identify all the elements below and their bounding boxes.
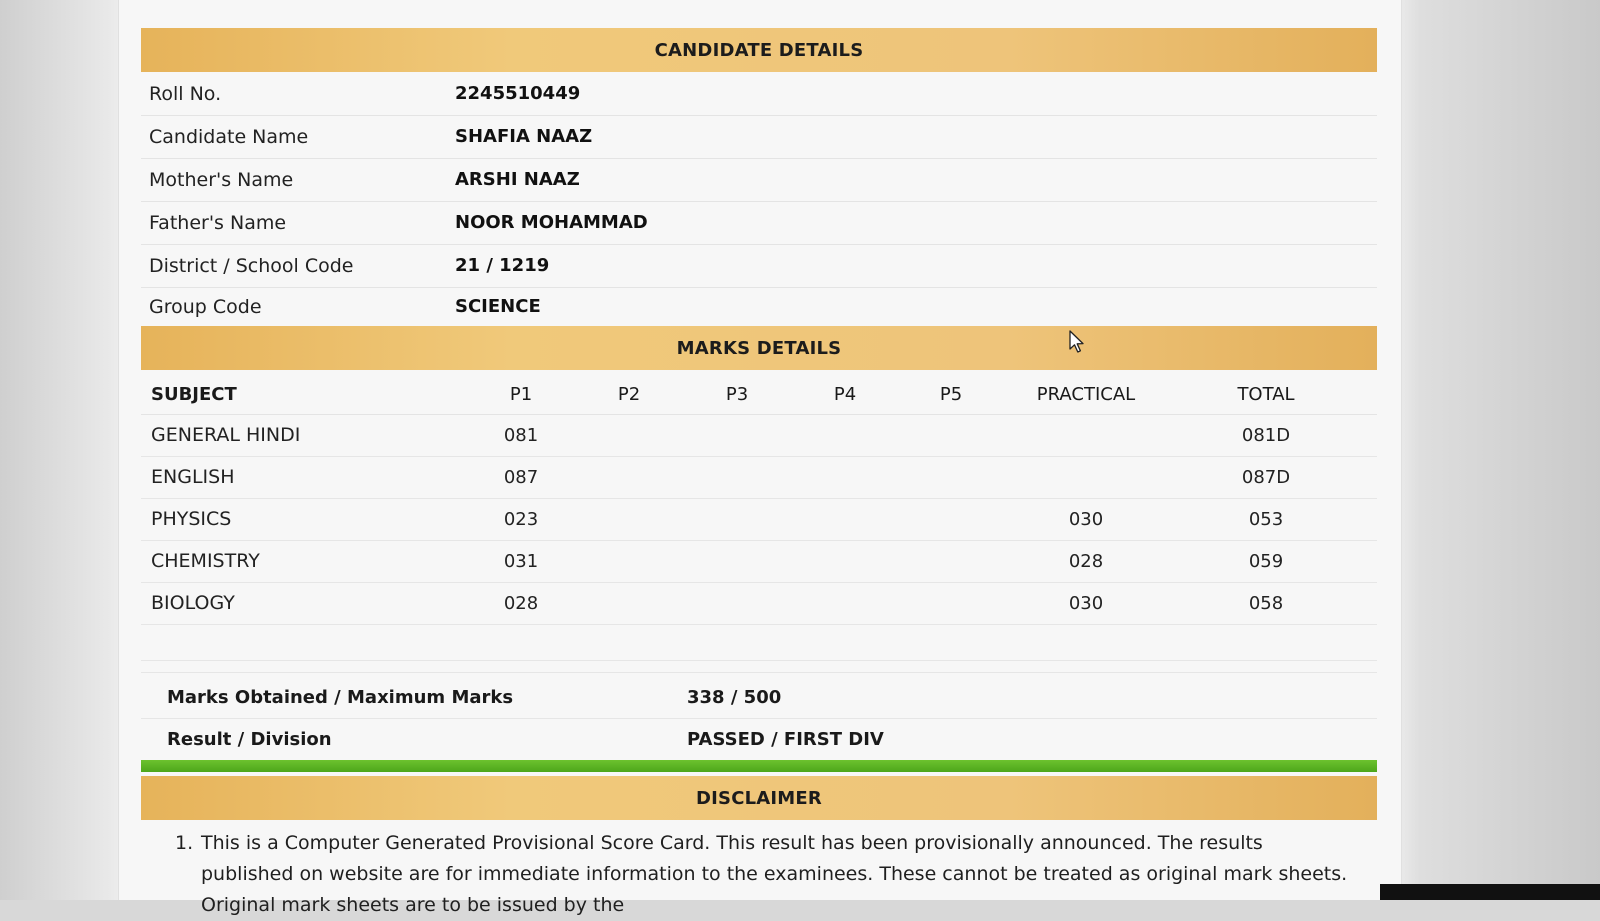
column-header-p4: P4 [833,383,857,405]
p4-cell [815,582,875,624]
total-cell: 081D [1241,424,1291,446]
roll-no-row [141,72,1377,116]
result-division-label: Result / Division [167,728,332,750]
mother-name-value: ARSHI NAAZ [455,169,580,190]
total-cell: 058 [1248,592,1284,614]
district-school-code-value: 21 / 1219 [455,255,550,276]
spacer-row [141,660,1377,673]
marks-details-title: MARKS DETAILS [676,337,842,359]
p3-cell [707,582,767,624]
p4-cell [815,540,875,582]
p4-cell [815,456,875,498]
roll-no-value: 2245510449 [455,83,581,104]
p1-cell: 087 [503,466,539,488]
column-header-p1: P1 [509,383,533,405]
marks-obtained-value: 338 / 500 [687,686,782,708]
p5-cell [921,498,981,540]
mouse-pointer-icon [1069,330,1087,354]
practical-cell: 030 [1068,592,1104,614]
disclaimer-item-text: This is a Computer Generated Provisional Score Card. This result has been provisionally announced. The results published on website are for immediate information to the examinees. These cannot be treated as original mark sheets. Original mark sheets are to be issued by the [201,832,1348,916]
p1-cell: 023 [503,508,539,530]
candidate-name-value: SHAFIA NAAZ [455,126,593,147]
table-row [141,456,1377,499]
p3-cell [707,456,767,498]
mother-name-label: Mother's Name [149,168,294,191]
spacer-row [141,624,1377,661]
score-card-page [118,0,1402,916]
result-division-value: PASSED / FIRST DIV [687,728,884,750]
p2-cell [599,582,659,624]
p2-cell [599,540,659,582]
marks-obtained-label: Marks Obtained / Maximum Marks [167,686,514,708]
mother-name-row [141,158,1377,202]
total-cell: 059 [1248,550,1284,572]
p3-cell [707,498,767,540]
p5-cell [921,582,981,624]
candidate-details-title: CANDIDATE DETAILS [654,39,864,61]
p3-cell [707,540,767,582]
column-header-p5: P5 [939,383,963,405]
p5-cell [921,414,981,456]
p3-cell [707,414,767,456]
group-code-row [141,285,1377,329]
disclaimer-title: DISCLAIMER [696,787,822,809]
p2-cell [599,498,659,540]
total-cell: 053 [1248,508,1284,530]
p4-cell [815,498,875,540]
table-row [141,414,1377,457]
candidate-name-row [141,115,1377,159]
practical-cell: 028 [1068,550,1104,572]
practical-cell [1021,456,1151,498]
column-header-p3: P3 [725,383,749,405]
subject-cell: PHYSICS [151,508,232,530]
p1-cell: 081 [503,424,539,446]
column-header-practical: PRACTICAL [1036,383,1136,405]
result-status-bar [141,760,1377,772]
candidate-details-header [141,28,1377,72]
group-code-value: SCIENCE [455,296,541,317]
father-name-value: NOOR MOHAMMAD [455,212,648,233]
district-school-code-row [141,244,1377,288]
roll-no-label: Roll No. [149,82,222,105]
p5-cell [921,456,981,498]
table-row [141,540,1377,583]
subject-cell: BIOLOGY [151,592,235,614]
result-division-row [141,718,1377,760]
subject-cell: CHEMISTRY [151,550,260,572]
p2-cell [599,414,659,456]
father-name-label: Father's Name [149,211,287,234]
column-header-p2: P2 [617,383,641,405]
table-row [141,498,1377,541]
group-code-label: Group Code [149,295,262,318]
column-header-total: TOTAL [1237,383,1295,405]
marks-details-header [141,326,1377,370]
subject-cell: GENERAL HINDI [151,424,301,446]
practical-cell: 030 [1068,508,1104,530]
p1-cell: 028 [503,592,539,614]
marks-table-header [141,374,1377,415]
table-row [141,582,1377,625]
p1-cell: 031 [503,550,539,572]
disclaimer-item-number: 1. [175,832,194,854]
p5-cell [921,540,981,582]
marks-obtained-row [141,676,1377,719]
monitor-bezel-edge [1380,884,1600,900]
candidate-name-label: Candidate Name [149,125,309,148]
district-school-code-label: District / School Code [149,254,354,277]
father-name-row [141,201,1377,245]
column-header-subject: SUBJECT [151,383,237,405]
disclaimer-header [141,776,1377,820]
p2-cell [599,456,659,498]
practical-cell [1021,414,1151,456]
p4-cell [815,414,875,456]
subject-cell: ENGLISH [151,466,235,488]
total-cell: 087D [1241,466,1291,488]
